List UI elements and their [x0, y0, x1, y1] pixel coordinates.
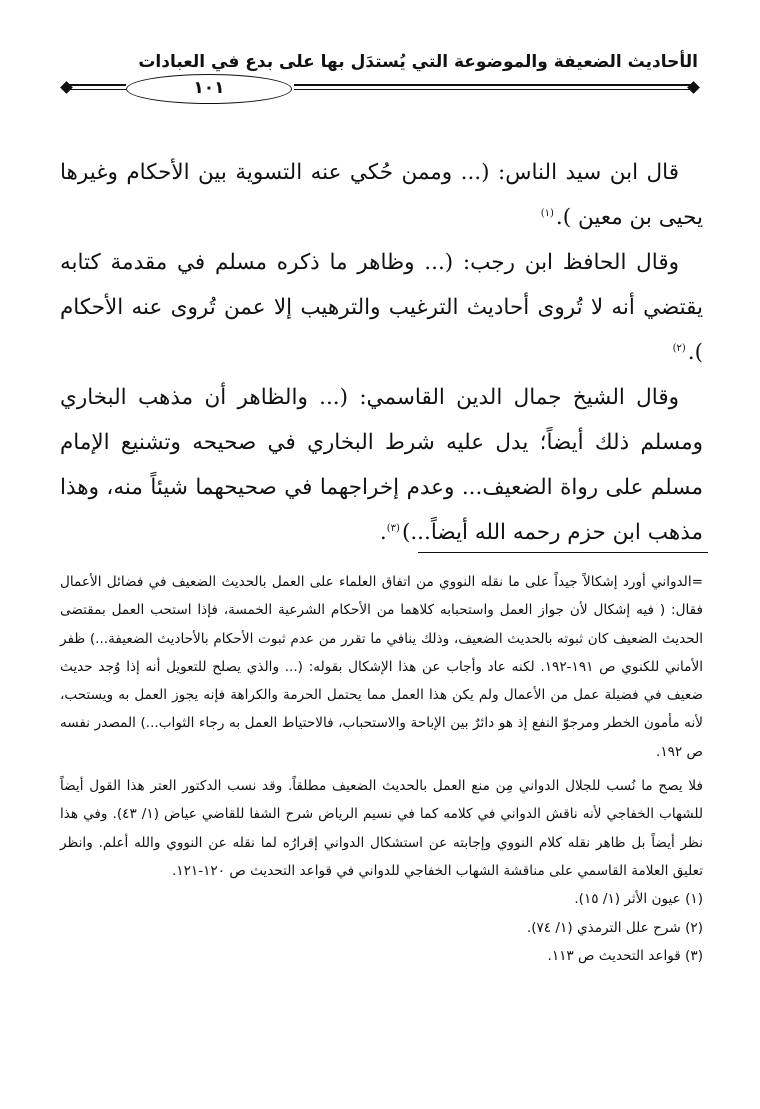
footnote-paragraph: فلا يصح ما نُسب للجلال الدواني مِن منع العمل بالحديث الضعيف مطلقاً. وقد نسب الدكتور العتر هذا القول أيضاً للشهاب الخفاجي لأنه ناقش الدواني في كلامه كما في نسيم الرياض شرح الشفا للقاضي عياض (١/ ٤٣). وفي هذا نظر أيضاً بل ظاهر نقله كلام النووي وإجابته عن استشكال الدواني إقرارُه لما نقله عن النووي والله أعلم. وانظر تعليق العلامة القاسمي على مناقشة الشهاب الخفاجي للدواني في قواعد التحديث ص ١٢٠-١٢١.: [60, 778, 703, 879]
footnote-marker: (٣): [386, 522, 400, 534]
footnote-ref-1: (١) عيون الأثر (١/ ١٥).: [574, 891, 703, 908]
paragraph-end-punct: .: [379, 520, 387, 545]
footnote-ref-3: (٣) قواعد التحديث ص ١١٣.: [547, 947, 703, 964]
paragraph-text: قال ابن سيد الناس: (... وممن حُكي عنه التسوية بين الأحكام وغيرها يحيى بن معين ).: [60, 160, 703, 230]
footnote-ref-2: (٢) شرح علل الترمذي (١/ ٧٤).: [526, 919, 703, 936]
footnote-continuation: =الدواني أورد إشكالاً جيداً على ما نقله النووي من اتفاق العلماء على العمل بالحديث الضعيف في فضائل الأعمال فقال: ( فيه إشكال لأن جواز العمل واستحبابه كلاهما من الأحكام الشرعية الخمسة، فإذا استحب العمل بمقتضى الحديث الضعيف كان ثبوته بالحديث الضعيف، وذلك ينافي ما تقرر من عدم ثبوت الأحكام بالأحاديث الضعيفة...) ظفر الأماني للكنوي ص ١٩١-١٩٢. لكنه عاد وأجاب عن هذا الإشكال بقوله: (... والذي يصلح للتعويل أنه إذا وُجد حديث ضعيف في فضيلة عمل من الأعمال ولم يكن هذا العمل مما يحتمل الحرمة والكراهة فإنه يجوز العمل به ويستحب، لأنه مأمون الخطر ومرجوّ النفع إذ هو دائرٌ بين الإباحة والاستحباب، فالاحتياط العمل به رجاء الثواب...) المصدر نفسه ص ١٩٢.: [60, 574, 703, 760]
footnotes: [60, 568, 703, 970]
header-double-rule-left: [68, 84, 126, 90]
paragraph-al-qasimi: [60, 375, 703, 555]
paragraph-text: وقال الحافظ ابن رجب: (... وظاهر ما ذكره مسلم في مقدمة كتابه يقتضي أنه لا تُروى أحاديث الترغيب والترهيب إلا عمن تُروى عنه الأحكام ).: [60, 250, 703, 365]
footnote-separator: [418, 552, 708, 553]
footnote-marker: (٢): [672, 342, 686, 354]
paragraph-text: وقال الشيخ جمال الدين القاسمي: (... والظاهر أن مذهب البخاري ومسلم ذلك أيضاً؛ يدل عليه شرط البخاري في صحيحه وتشنيع الإمام مسلم على رواة الضعيف... وعدم إخراجهما في صحيحهما شيئاً منه، وهذا مذهب ابن حزم رحمه الله أيضاً...): [60, 385, 703, 545]
book-title: الأحاديث الضعيفة والموضوعة التي يُستدَل بها على بدع في العبادات: [138, 52, 698, 72]
paragraph-ibn-sayyid-al-nas: [60, 150, 703, 240]
footnote-marker: (١): [540, 207, 554, 219]
page-number: ١٠١: [126, 74, 292, 104]
main-text: [60, 150, 703, 555]
footnote-references: [60, 885, 703, 970]
paragraph-ibn-rajab: [60, 240, 703, 375]
running-header: [62, 52, 698, 112]
header-double-rule: [294, 84, 692, 90]
